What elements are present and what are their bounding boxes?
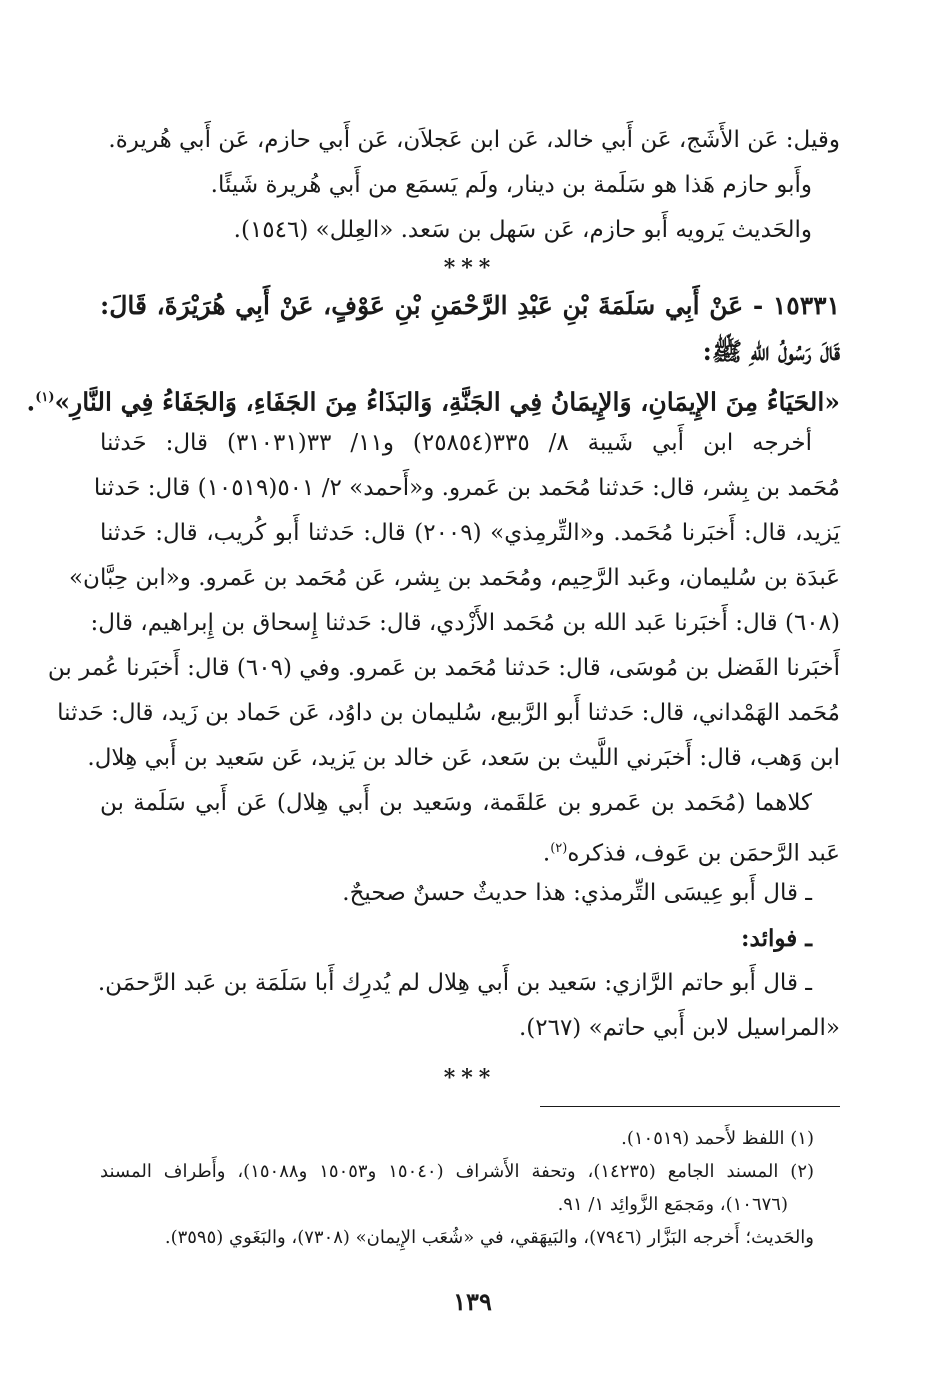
text-line: مُحَمد بن بِشر، قال: حَدثنا مُحَمد بن عَمرو. و«أَحمد» ٢/ ٥٠١(١٠٥١٩) قال: حَدثنا: [93, 475, 840, 501]
hadith-heading-line: قَالَ رَسُولُ اللهِ ﷺ:: [702, 337, 840, 366]
hadith-heading-line: ١٥٣٣١ - عَنْ أَبِي سَلَمَةَ بْنِ عَبْدِ الرَّحْمَنِ بْنِ عَوْفٍ، عَنْ أَبِي هُرَيْرَةَ، قَالَ:: [100, 291, 840, 320]
footnote: (١٠٦٧٦)، ومَجمَع الزَّوائِد ١/ ٩١.: [557, 1194, 788, 1215]
text-line: أَخبَرنا الفَضل بن مُوسَى، قال: حَدثنا مُحَمد بن عَمرو. وفي (٦٠٩) قال: أَخبَرنا عُمر بن: [47, 655, 840, 681]
text-line: كلاهما (مُحَمد بن عَمرو بن عَلقَمة، وسَعيد بن أَبي هِلال) عَن أَبي سَلَمة بن: [100, 790, 812, 816]
main-text: [26, 118, 840, 1093]
footnote: (٢) المسند الجامع (١٤٢٣٥)، وتحفة الأَشراف (١٥٠٤٠ و١٥٠٥٣ و١٥٠٨٨)، وأَطراف المسند: [100, 1161, 815, 1182]
text-line: مُحَمد الهَمْداني، قال: حَدثنا أَبو الرَّبيع، سُليمان بن داوُد، عَن حَماد بن زَيد، قال: حَدثنا: [57, 700, 840, 726]
text-line: ابن وَهب، قال: أَخبَرني اللَّيث بن سَعد، عَن خالد بن يَزيد، عَن سَعيد بن أَبي هِلال.: [87, 745, 840, 771]
footnote-divider: [540, 1106, 840, 1107]
text-line: عَبد الرَّحمَن بن عَوف، فذكره$^{(٢)}$.: [542, 840, 840, 867]
text-line: أخرجه ابن أَبي شَيبة ٨/ ٣٣٥(٢٥٨٥٤) و١١/ ٣٣(٣١٠٣١) قال: حَدثنا: [100, 430, 813, 456]
text-line-body: عَبد الرَّحمَن بن عَوف، فذكره: [567, 840, 840, 867]
footnotes: [100, 1122, 840, 1254]
text-line: والحَديث يَرويه أَبو حازم، عَن سَهل بن سَعد. «العِلل» (١٥٤٦).: [233, 217, 812, 243]
text-line: وأَبو حازم هَذا هو سَلَمة بن دينار، ولَم يَسمَع من أَبي هُريرة شَيئًا.: [210, 172, 812, 198]
text-line: «المراسيل لابن أَبي حاتم» (٢٦٧).: [518, 1015, 840, 1041]
footnote: والحَديث؛ أَخرجه البَزَّار (٧٩٤٦)، والبَيهَقي، في «شُعَب الإِيمان» (٧٣٠٨)، والبَغَوي (٣٥٩٥).: [164, 1227, 814, 1248]
fawaid-heading: ـ فوائد:: [741, 925, 812, 952]
footnote-ref: (٢): [550, 841, 568, 856]
footnote: (١) اللفظ لأَحمد (١٠٥١٩).: [621, 1128, 814, 1149]
hadith-text: «الحَيَاءُ مِنَ الإِيمَانِ، وَالإِيمَانُ فِي الجَنَّةِ، وَالبَذَاءُ مِنَ الجَفَاءِ، وَالجَفَاءُ فِي النَّارِ»$^{(١)}$.: [26, 387, 840, 417]
text-line: وقيل: عَن الأَشَج، عَن أَبي خالد، عَن ابن عَجلاَن، عَن أَبي حازم، عَن أَبي هُريرة.: [108, 127, 840, 153]
tirmidhi-grading: ـ قال أَبو عِيسَى التِّرمذي: هذا حديثٌ حسنٌ صحيحٌ.: [342, 880, 812, 906]
text-line: (٦٠٨) قال: أَخبَرنا عَبد الله بن مُحَمد الأَزْدي، قال: حَدثنا إِسحاق بن إِبراهيم، قال:: [90, 610, 840, 636]
section-separator: ***: [443, 255, 497, 281]
footnote-ref: (١): [35, 390, 55, 405]
text-line: ـ قال أَبو حاتم الرَّازي: سَعيد بن أَبي هِلال لم يُدرِك أَبا سَلَمَة بن عَبد الرَّحمَن.: [97, 970, 812, 996]
hadith-text-body: «الحَيَاءُ مِنَ الإِيمَانِ، وَالإِيمَانُ فِي الجَنَّةِ، وَالبَذَاءُ مِنَ الجَفَاءِ، وَالجَفَاءُ فِي النَّارِ»: [54, 387, 840, 417]
text-line: عَبدَة بن سُليمان، وعَبد الرَّحِيم، ومُحَمد بن بِشر، عَن مُحَمد بن عَمرو. و«ابن حِبَّان»: [68, 565, 840, 591]
section-separator: ***: [443, 1065, 497, 1091]
text-line: يَزيد، قال: أَخبَرنا مُحَمد. و«التِّرمِذي» (٢٠٠٩) قال: حَدثنا أَبو كُريب، قال: حَدثنا: [100, 520, 840, 546]
page-number: ١٣٩: [453, 1287, 492, 1316]
